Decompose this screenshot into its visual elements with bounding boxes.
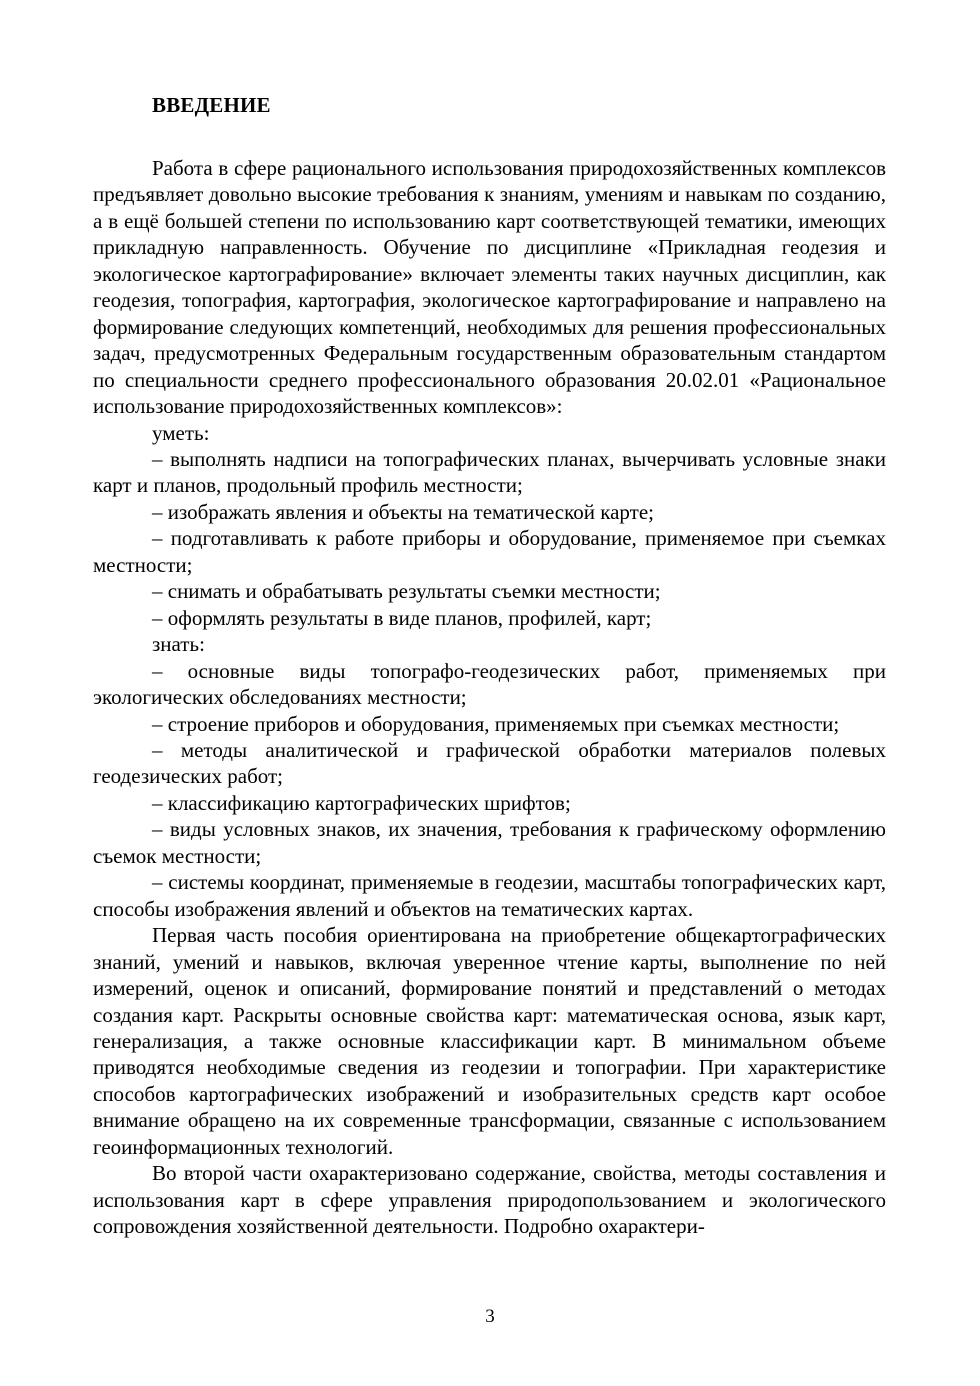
- list-item: – методы аналитической и графической обработки материалов полевых геодезических работ;: [93, 737, 886, 789]
- list-item: – изображать явления и объекты на тематической карте;: [152, 499, 654, 524]
- list-item: – выполнять надписи на топографических планах, вычерчивать условные знаки карт и планов, продольный профиль местности;: [93, 446, 886, 498]
- section-title: ВВЕДЕНИЕ: [152, 93, 271, 117]
- list-item: – системы координат, применяемые в геодезии, масштабы топографических карт, способы изображения явлений и объектов на тематических картах.: [93, 870, 886, 921]
- paragraph: знать:: [152, 632, 205, 657]
- paragraph: уметь:: [152, 420, 210, 445]
- list-item: – подготавливать к работе приборы и оборудование, применяемое при съемках местности;: [93, 526, 886, 577]
- paragraph: Во второй части охарактеризовано содержание, свойства, методы составления и использования карт в сфере управления природопользованием и экологического сопровождения хозяйственной деятельности. Подробно охарактери-: [93, 1161, 886, 1239]
- document-body: [93, 155, 886, 1240]
- list-item: – снимать и обрабатывать результаты съемки местности;: [152, 579, 661, 604]
- paragraph: Работа в сфере рационального использования природохозяйственных комплексов предъявляет довольно высокие требования к знаниям, умениям и навыкам по созданию, а в ещё большей степени по использованию карт соответствующей тематики, имеющих прикладную направленность. Обучение по дисциплине «Прикладная геодезия и экологическое картографирование» включает элементы таких научных дисциплин, как геодезия, топография, картография, экологическое картографирование и направлено на формирование следующих компетенций, необходимых для решения профессиональных задач, предусмотренных Федеральным государственным образовательным стандартом по специальности среднего профессионального образования 20.02.01 «Рациональное использование природохозяйственных комплексов»:: [93, 156, 886, 419]
- list-item: – оформлять результаты в виде планов, профилей, карт;: [152, 605, 652, 630]
- page-number: 3: [485, 1306, 495, 1327]
- paragraph: Первая часть пособия ориентирована на приобретение общекартографических знаний, умений и навыков, включая уверенное чтение карты, выполнение по ней измерений, оценок и описаний, формирование понятий и представлений о методах создания карт. Раскрыты основные свойства карт: математическая основа, язык карт, генерализация, а также основные классификации карт. В минимальном объеме приводятся необходимые сведения из геодезии и топографии. При характеристике способов картографических изображений и изобразительных средств карт особое внимание обращено на их современные трансформации, связанные с использованием геоинформационных технологий.: [93, 923, 886, 1159]
- list-item: – основные виды топографо-геодезических работ, применяемых при экологических обследованиях местности;: [93, 658, 886, 710]
- document-page: [93, 93, 886, 1240]
- list-item: – строение приборов и оборудования, применяемых при съемках местности;: [152, 711, 840, 736]
- list-item: – виды условных знаков, их значения, требования к графическому оформлению съемок местности;: [93, 817, 886, 868]
- list-item: – классификацию картографических шрифтов;: [152, 790, 571, 815]
